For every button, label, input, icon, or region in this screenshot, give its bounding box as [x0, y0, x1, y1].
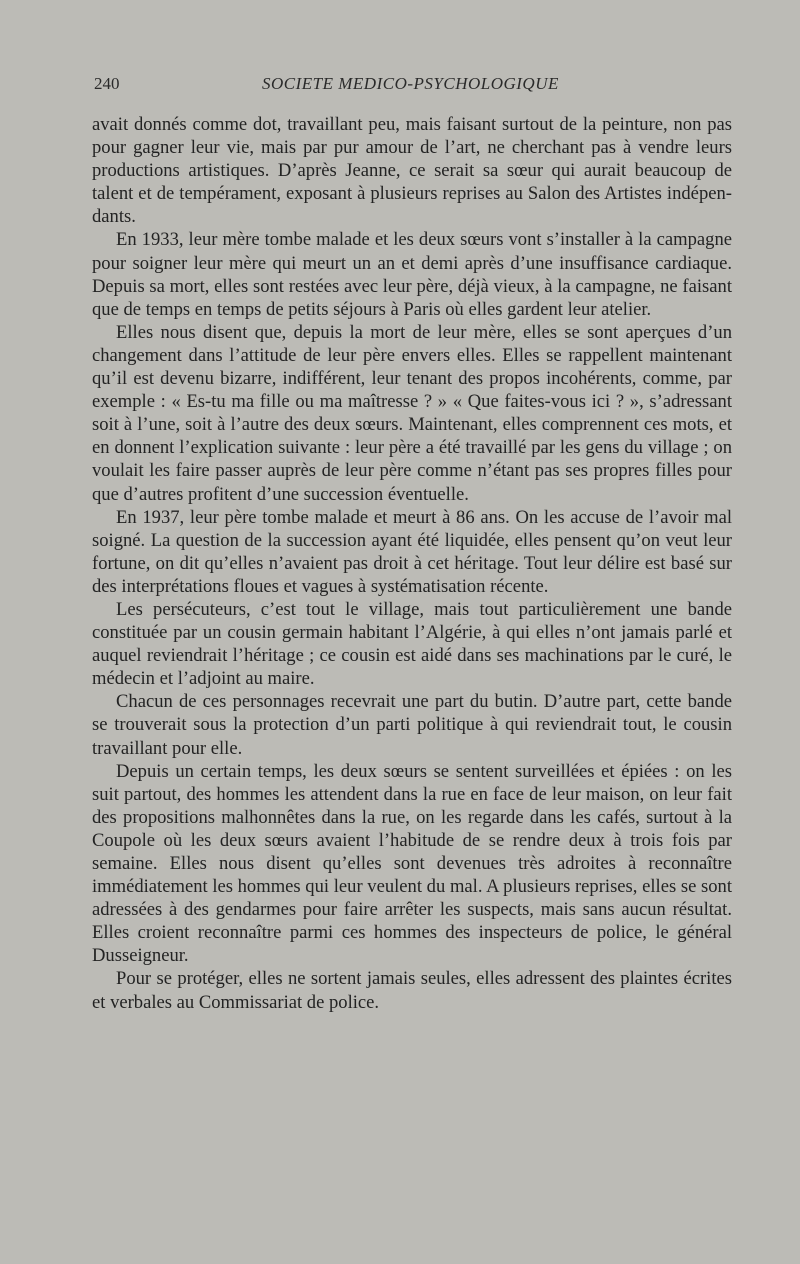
paragraph-5: Les persécuteurs, c’est tout le village, mais tout particulièrement une bande constituée par un cousin germain habitant l’Algérie, à qui elles n’ont jamais parlé et auquel reviendrait l’héritage ; ce cousin est aidé dans ses machinations par le curé, le médecin et l’adjoint au maire.: [92, 598, 732, 690]
paragraph-4: En 1937, leur père tombe malade et meurt à 86 ans. On les accuse de l’avoir mal soigné. La question de la succession ayant été liquidée, elles pensent qu’on veut leur fortune, on dit qu’elles n’avaient pas droit à cet héritage. Tout leur délire est basé sur des interprétations floues et vagues à systématisation récente.: [92, 506, 732, 597]
page-header: [94, 74, 734, 98]
paragraph-3: Elles nous disent que, depuis la mort de leur mère, elles se sont aperçues d’un changement dans l’attitude de leur père envers elles. Elles se rappellent maintenant qu’il est devenu bizarre, indifférent, leur tenant des propos incohérents, comme, par exemple : « Es-tu ma fille ou ma maîtresse ? » « Que faites-vous ici ? », s’adressant soit à l’une, soit à l’autre des deux sœurs. Maintenant, elles comprennent ces mots, et en donnent l’explication suivante : leur père a été travaillé par les gens du village ; on voulait les faire passer auprès de leur père comme n’étant pas ses propres filles pour que d’autres profitent d’une succession éventuelle.: [92, 321, 732, 505]
paragraph-8: Pour se protéger, elles ne sortent jamais seules, elles adressent des plaintes écrites et verbales au Commissariat de police.: [92, 968, 732, 1013]
paragraph-2: En 1933, leur mère tombe malade et les deux sœurs vont s’installer à la campagne pour soigner leur mère qui meurt un an et demi après d’une insuffisance cardiaque. Depuis sa mort, elles sont restées avec leur père, déjà vieux, à la campagne, ne faisant que de temps en temps de petits séjours à Paris où elles gardent leur atelier.: [92, 229, 732, 320]
paragraph-1: avait donnés comme dot, travaillant peu, mais faisant surtout de la peinture, non pas pour gagner leur vie, mais par pur amour de l’art, ne cherchant pas à vendre leurs productions artistiques. D’après Jeanne, ce serait sa sœur qui aurait beaucoup de talent et de tempérament, exposant à plusieurs reprises au Salon des Artistes indépendants.: [92, 114, 732, 228]
paragraph-7: Depuis un certain temps, les deux sœurs se sentent surveillées et épiées : on les suit partout, des hommes les attendent dans la rue en face de leur maison, on leur fait des propositions malhonnêtes dans la rue, on les regarde dans les cafés, surtout à la Coupole où les deux sœurs avaient l’habitude de se rendre deux à trois fois par semaine. Elles nous disent qu’elles sont devenues très adroites à reconnaître immédiatement les hommes qui leur veulent du mal. A plusieurs reprises, elles se sont adressées à des gendarmes pour faire arrêter les suspects, mais sans aucun résultat. Elles croient reconnaître parmi ces hommes des inspecteurs de police, le général Dusseigneur.: [92, 760, 732, 967]
page-number: 240: [94, 74, 120, 93]
running-title: SOCIETE MEDICO-PSYCHOLOGIQUE: [262, 74, 559, 93]
body-text: [92, 113, 732, 1014]
paragraph-6: Chacun de ces personnages recevrait une part du butin. D’autre part, cette bande se trouverait sous la protection d’un parti politique à qui reviendrait tout, le cousin travaillant pour elle.: [92, 691, 732, 759]
